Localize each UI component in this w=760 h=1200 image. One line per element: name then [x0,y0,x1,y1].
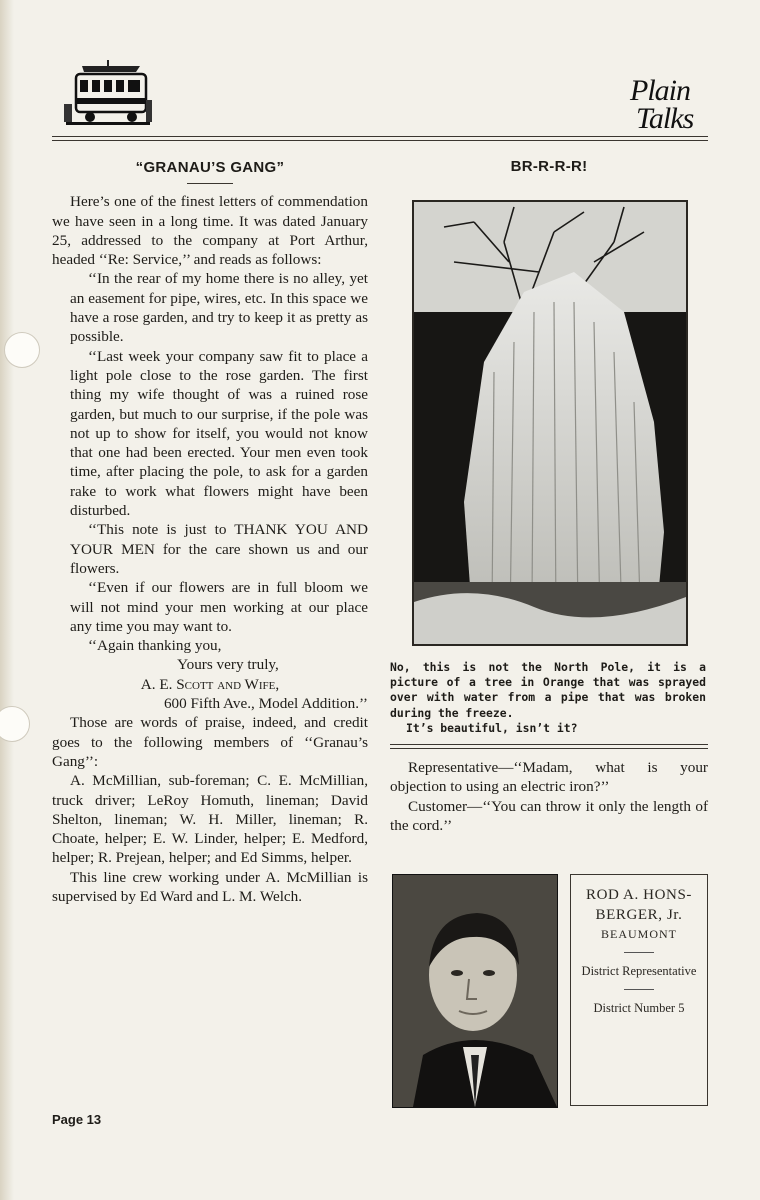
photo-caption [390,660,706,736]
iron-joke [390,758,708,835]
masthead-line-1: Plain [630,74,690,107]
masthead-line-2: Talks [636,102,694,135]
letter-paragraph: ‘‘Last week your company saw fit to place a light pole close to the rose garden. The first thing my wife thought of was a ruined rose garden, but much to our surprise, if the pole was not up to show for itself, you would not know that one had been erected. Your men even took time, after placing the pole, to ask for a garden rake to work what flowers might have been disturbed. [70,347,368,520]
supervision-paragraph: This line crew working under A. McMillian is supervised by Ed Ward and L. M. Welch. [52,868,368,905]
profile-district: District Number 5 [593,1001,685,1015]
profile-name: ROD A. HONS- BERGER, Jr. [586,887,692,923]
binder-hole [4,332,40,368]
brrr-title: BR-R-R-R! [510,158,588,175]
profile-city: BEAUMONT [601,927,677,941]
letter-signature: A. E. Scott and Wife, [140,675,280,693]
crew-list: A. McMillian, sub-foreman; C. E. McMillian, truck driver; LeRoy Homuth, lineman; David Shelton, lineman; W. H. Miller, lineman; R. Choate, helper; E. W. Linder, helper; E. Medford, helper; R. Prejean, helper; and Ed Simms, helper. [52,772,368,867]
letter-paragraph: ‘‘Again thanking you, [88,637,222,655]
profile-divider [624,989,654,990]
portrait-photo [392,874,558,1108]
letter-closing: Yours very truly, [177,656,279,674]
letter-paragraph: ‘‘This note is just to THANK YOU AND YOUR MEN for the care shown us and our flowers. [70,521,368,577]
masthead-logo [630,74,714,134]
joke-line-2: Customer—‘‘You can throw it only the length of the cord.’’ [390,797,708,834]
praise-paragraph: Those are words of praise, indeed, and credit goes to the following members of ‘‘Granau’s Gang’’: [52,714,368,770]
profile-divider [624,952,654,953]
caption-end: It’s beautiful, isn’t it? [406,720,578,735]
letter-paragraph: ‘‘In the rear of my home there is no alley, yet an easement for pipe, wires, etc. In this space we have a rose garden, and try to keep it as pretty as possible. [70,270,368,346]
caption-text: No, this is not the North Pole, it is a picture of a tree in Orange that was sprayed over with water from a pipe that was broken during the freeze. [390,660,706,720]
page-edge [0,0,14,1200]
joke-line-1: Representative—‘‘Madam, what is your objection to using an electric iron?’’ [390,759,708,796]
frozen-tree-photo [412,200,688,646]
streetcar-logo-icon [62,60,154,130]
page-number: Page 13 [52,1112,102,1127]
profile-box [570,874,708,1106]
letter-address: 600 Fifth Ave., Model Addition.’’ [163,695,368,713]
article-title: “GRANAU’S GANG” [135,159,285,176]
binder-hole [0,706,30,742]
section-rule [390,744,708,749]
brrr-article [390,158,708,175]
article-intro: Here’s one of the finest letters of commendation we have seen in a long time. It was dated January 25, addressed to the company at Port Arthur, headed ‘‘Re: Service,’’ and reads as follows: [52,193,368,269]
title-underline [187,183,233,184]
granau-article [52,158,368,906]
letter-paragraph: ‘‘Even if our flowers are in full bloom we will not mind your men working at our place any time you may want to. [70,579,368,635]
profile-title: District Representative [581,964,697,978]
header-rule [52,136,708,141]
letter-quote [70,269,368,674]
